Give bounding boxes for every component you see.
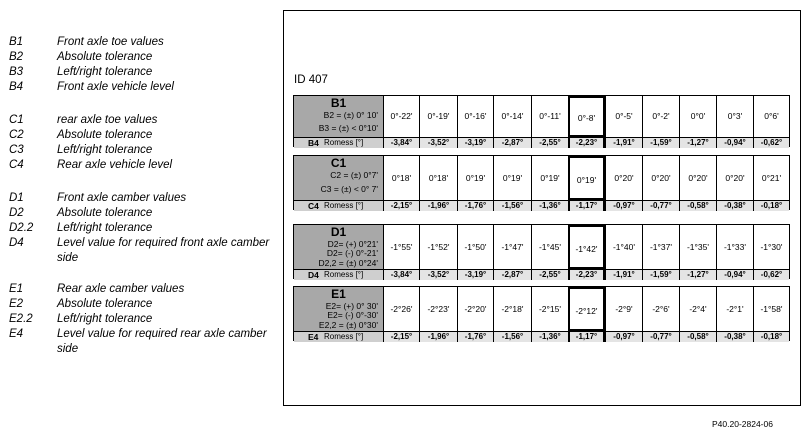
value-cell: -1°40' [605,225,642,269]
legend-description: Absolute tolerance [57,129,153,141]
legend-code: B3 [9,66,24,78]
level-value-cell: -0,18° [753,332,789,342]
value-cell: 0°0' [679,96,716,137]
value-cell: 0°18' [419,156,457,200]
block-title: E1 [331,287,346,301]
level-value-cell: -1,36° [531,332,568,342]
legend-description: Level value for required rear axle camber side [57,328,267,355]
block-title: B1 [330,96,347,110]
tolerance-label: C2 = (±) 0°7' [330,170,378,180]
level-value-cell: -3,52° [419,138,457,148]
level-row [294,269,789,280]
legend-code: E1 [9,283,24,295]
level-value-cell: -1,76° [457,201,493,211]
level-value-cell: -0,94° [716,270,753,280]
level-value-cell: -1,96° [419,332,457,342]
value-cell: 0°19' [457,156,493,200]
tolerance-label: B2 = (±) 0° 10' [323,110,378,120]
value-cell: 0°-19' [419,96,457,137]
level-value-cell: -1,36° [531,201,568,211]
level-label [294,138,383,148]
level-label [294,332,383,342]
legend-code: C3 [9,144,24,156]
block-header [294,156,383,200]
value-cell: -1°42' [568,225,605,269]
tolerance-label: E2= (+) 0° 30' [325,301,378,311]
tolerance-label: C3 = (±) < 0° 7' [320,184,378,194]
block-title: C1 [330,156,347,170]
tolerance-label: D2= (-) 0°-21' [326,248,378,259]
value-cell: 0°19' [493,156,531,200]
level-code: E4 [308,332,319,342]
level-value-cell: -2,55° [531,138,568,148]
block-header [294,96,383,137]
level-value-cell: -2,87° [493,270,531,280]
legend-code: C4 [9,159,24,171]
value-cell: -1°55' [383,225,419,269]
tolerance-label: D2,2 = (±) 0°24' [318,257,378,268]
level-value-cell: -1,17° [568,201,605,211]
level-value-cell: -0,58° [679,332,716,342]
value-cell: -2°4' [679,287,716,331]
figure-reference: P40.20-2824-06 [712,419,773,429]
level-unit-label: Romess [°] [324,201,364,210]
level-value-cell: -0,62° [753,138,789,148]
table-id-label: ID 407 [294,74,328,86]
legend-description: Left/right tolerance [57,144,153,156]
legend-description: Front axle vehicle level [57,81,174,93]
value-cell: 0°-14' [493,96,531,137]
value-cell: 0°6' [753,96,789,137]
legend-code: C2 [9,129,24,141]
level-value-cell: -3,84° [383,270,419,280]
level-value-cell: -3,52° [419,270,457,280]
table-block [293,286,790,341]
value-cell: -1°50' [457,225,493,269]
block-title: D1 [330,225,347,239]
level-value-cell: -0,97° [605,332,642,342]
value-cell: 0°19' [568,156,605,200]
level-value-cell: -0,38° [716,201,753,211]
value-cell: -1°37' [642,225,679,269]
value-cell: 0°-22' [383,96,419,137]
level-value-cell: -0,97° [605,201,642,211]
level-value-cell: -1,17° [568,332,605,342]
value-cell: -2°18' [493,287,531,331]
table-block [293,224,790,279]
level-value-cell: -1,76° [457,332,493,342]
table-block [293,95,790,147]
legend-code: D2.2 [9,222,34,234]
level-value-cell: -1,59° [642,138,679,148]
level-value-cell: -2,55° [531,270,568,280]
value-cell: 0°19' [531,156,568,200]
level-label [294,201,383,211]
tolerance-label: E2,2 = (±) 0°30' [318,319,378,330]
legend-code: C1 [9,114,24,126]
legend-code: D2 [9,207,24,219]
value-cell: -1°52' [419,225,457,269]
level-unit-label: Romess [°] [324,270,364,279]
level-unit-label: Romess [°] [324,332,364,341]
value-cell: -2°9' [605,287,642,331]
level-code: C4 [308,201,319,211]
level-code: B4 [308,138,319,148]
legend-code: E2.2 [9,313,33,325]
value-cell: 0°-5' [605,96,642,137]
value-cell: -2°1' [716,287,753,331]
value-cell: -2°15' [531,287,568,331]
level-value-cell: -2,87° [493,138,531,148]
legend-code: E4 [9,328,24,340]
legend-description: Rear axle camber values [57,283,185,295]
block-header [294,225,383,269]
legend-code: B4 [9,81,24,93]
level-value-cell: -1,27° [679,138,716,148]
level-value-cell: -1,91° [605,138,642,148]
legend-code: B2 [9,51,24,63]
legend-description: Absolute tolerance [57,51,153,63]
level-value-cell: -2,23° [568,270,605,280]
value-cell: -1°35' [679,225,716,269]
value-cell: 0°3' [716,96,753,137]
value-cell: 0°18' [383,156,419,200]
level-row [294,331,789,342]
level-value-cell: -0,18° [753,201,789,211]
level-value-cell: -0,38° [716,332,753,342]
level-unit-label: Romess [°] [324,138,364,147]
level-value-cell: -1,59° [642,270,679,280]
level-label [294,270,383,280]
level-value-cell: -1,56° [493,201,531,211]
level-value-cell: -1,56° [493,332,531,342]
legend-code: B1 [9,36,24,48]
legend-description: Left/right tolerance [57,313,153,325]
level-value-cell: -0,77° [642,332,679,342]
value-cell: 0°20' [605,156,642,200]
legend-code: D4 [9,237,24,249]
table-block [293,155,790,210]
level-value-cell: -2,23° [568,138,605,148]
value-cell: -1°45' [531,225,568,269]
legend-description: Left/right tolerance [57,222,153,234]
tolerance-label: D2= (+) 0°21' [327,239,378,249]
value-cell: -2°23' [419,287,457,331]
value-cell: -1°33' [716,225,753,269]
level-value-cell: -2,15° [383,332,419,342]
legend-code: D1 [9,192,24,204]
level-value-cell: -3,84° [383,138,419,148]
level-value-cell: -0,62° [753,270,789,280]
value-cell: 0°-2' [642,96,679,137]
value-cell: -2°20' [457,287,493,331]
legend-description: Left/right tolerance [57,66,153,78]
level-value-cell: -1,96° [419,201,457,211]
level-value-cell: -0,58° [679,201,716,211]
tolerance-label: B3 = (±) < 0°10' [318,122,378,133]
level-value-cell: -0,94° [716,138,753,148]
value-cell: -1°47' [493,225,531,269]
value-cell: 0°20' [716,156,753,200]
level-value-cell: -1,91° [605,270,642,280]
level-row [294,200,789,211]
value-cell: 0°-16' [457,96,493,137]
value-cell: -2°12' [568,287,605,331]
legend-description: Level value for required front axle camber side [57,237,270,264]
legend-description: Rear axle vehicle level [57,159,173,171]
level-value-cell: -2,15° [383,201,419,211]
value-cell: -2°26' [383,287,419,331]
level-row [294,137,789,148]
legend-description: Absolute tolerance [57,298,153,310]
level-code: D4 [308,270,319,280]
value-cell: -1°30' [753,225,789,269]
tolerance-label: E2= (-) 0°-30' [327,310,378,321]
legend-description: Front axle camber values [57,192,187,204]
level-value-cell: -0,77° [642,201,679,211]
value-cell: -2°6' [642,287,679,331]
legend-description: Absolute tolerance [57,207,153,219]
legend-code: E2 [9,298,24,310]
level-value-cell: -3,19° [457,270,493,280]
block-header [294,287,383,331]
value-cell: 0°-11' [531,96,568,137]
value-cell: 0°20' [679,156,716,200]
value-cell: 0°-8' [568,96,605,137]
legend-description: Front axle toe values [57,36,164,48]
value-cell: 0°20' [642,156,679,200]
level-value-cell: -1,27° [679,270,716,280]
legend-description: rear axle toe values [57,114,158,126]
value-cell: -1°58' [753,287,789,331]
value-cell: 0°21' [753,156,789,200]
level-value-cell: -3,19° [457,138,493,148]
